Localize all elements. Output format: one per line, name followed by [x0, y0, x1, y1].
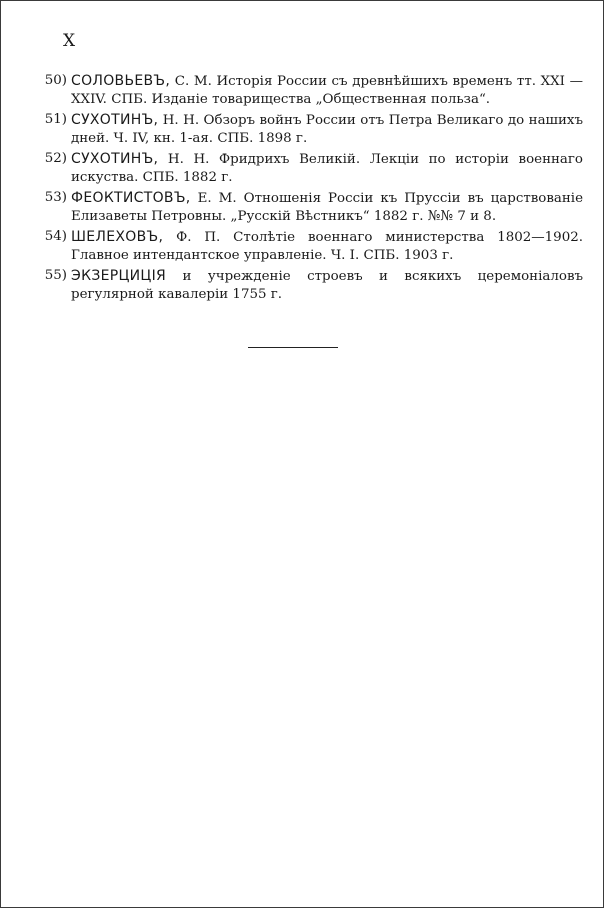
entry-number: 55): [44, 268, 67, 283]
entry-author: ЭКЗЕРЦИЦІЯ: [71, 268, 167, 284]
entry-body: и учрежденіе строевъ и всякихъ церемоніаловъ регулярной кавалеріи 1755 г.: [71, 269, 584, 302]
entry-number: 54): [44, 229, 67, 244]
entry-author: СУХОТИНЪ,: [71, 112, 159, 128]
bibliography-list: [27, 72, 583, 306]
entry-number: 53): [44, 190, 67, 205]
entry-author: ШЕЛЕХОВЪ,: [71, 229, 164, 245]
entry-text: [71, 111, 583, 148]
entry-number: 52): [44, 151, 67, 166]
entry-body: Ф. П. Столѣтіе военнаго министерства 1802—1902. Главное интендантское управленіе. Ч. I. СПБ. 1903 г.: [71, 230, 583, 263]
entry-body: Н. Н. Обзоръ войнъ России отъ Петра Великаго до нашихъ дней. Ч. IV, кн. 1-ая. СПБ. 1898 г.: [71, 113, 583, 146]
entry-text: [71, 150, 583, 187]
bibliography-entry: [27, 111, 583, 148]
entry-body: Е. М. Отношенія Россіи къ Пруссіи въ царствованіе Елизаветы Петровны. „Русскій Вѣстникъ“ 1882 г. №№ 7 и 8.: [71, 191, 583, 224]
bibliography-entry: [27, 189, 583, 226]
bibliography-entry: [27, 72, 583, 109]
section-divider: [248, 347, 338, 348]
entry-text: [71, 72, 583, 109]
entry-author: ФЕОКТИСТОВЪ,: [71, 190, 191, 206]
bibliography-entry: [27, 150, 583, 187]
entry-author: СОЛОВЬЕВЪ,: [71, 73, 171, 89]
entry-body: Н. Н. Фридрихъ Великій. Лекціи по исторіи военнаго искуства. СПБ. 1882 г.: [71, 152, 583, 185]
entry-text: [71, 189, 583, 226]
entry-text: [71, 267, 583, 304]
entry-body: С. М. Исторія России съ древнѣйшихъ временъ тт. XXI — XXIV. СПБ. Изданіе товарищества „Общественная польза“.: [71, 74, 583, 107]
bibliography-entry: [27, 228, 583, 265]
bibliography-entry: [27, 267, 583, 304]
entry-number: 51): [44, 112, 67, 127]
entry-number: 50): [44, 73, 67, 88]
page-number: X: [63, 31, 77, 51]
entry-author: СУХОТИНЪ,: [71, 151, 159, 167]
entry-text: [71, 228, 583, 265]
